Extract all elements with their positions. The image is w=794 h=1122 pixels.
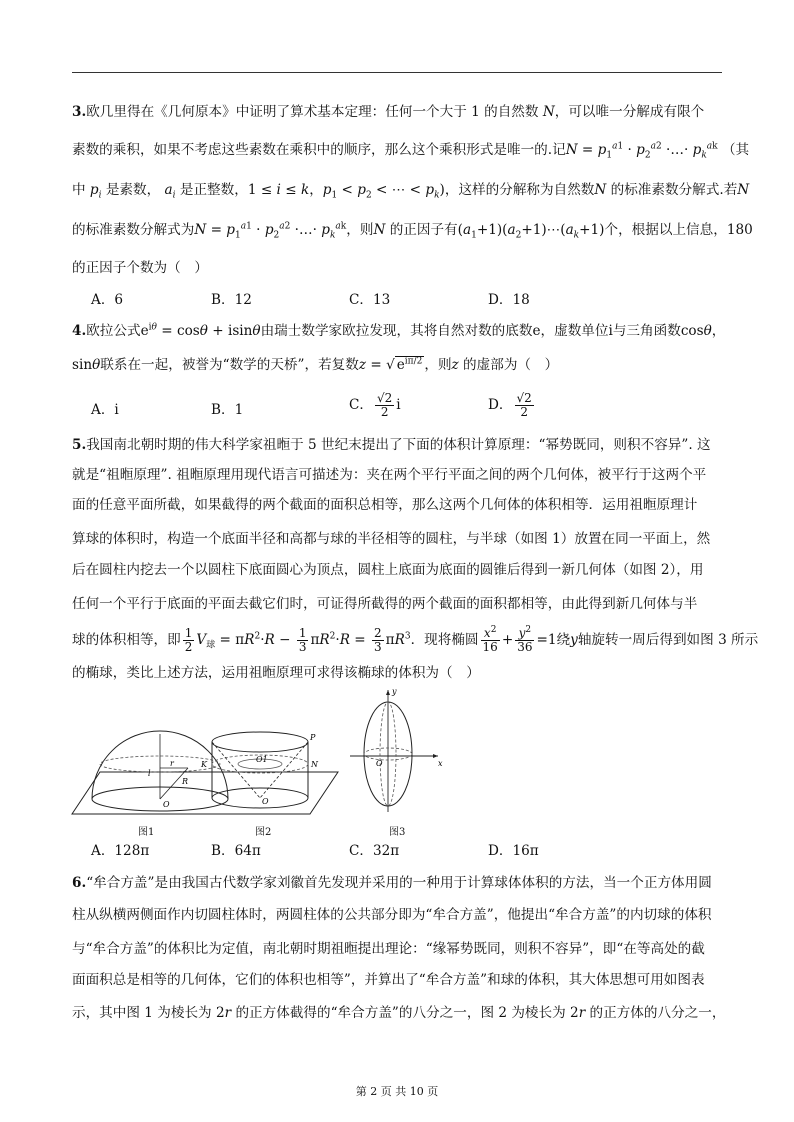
q5-option-a[interactable]: A．128π xyxy=(91,843,150,859)
q5-line-2: 就是“祖暅原理”. 祖暅原理用现代语言可描述为：夹在两个平行平面之间的两个几何体，被平行于这两个平 xyxy=(72,467,707,483)
svg-text:K: K xyxy=(201,760,207,769)
q5-line-5: 后在圆柱内挖去一个以圆柱下底面圆心为顶点，圆柱上底面为底面的圆锥后得到一新几何体（如图 2），用 xyxy=(72,562,704,578)
figure-1-caption: 图1 xyxy=(138,827,155,838)
figure-3-caption: 图3 xyxy=(389,827,406,838)
q6-line-1: 6.“牟合方盖”是由我国古代数学家刘徽首先发现并采用的一种用于计算球体体积的方法，当一个正方体用圆 xyxy=(72,875,712,891)
q4-option-d[interactable]: D． $\frac{√2}{2}$ xyxy=(488,391,532,419)
q5-line-6: 任何一个平行于底面的平面去截它们时，可证得所截得的两个截面的面积都相等，由此得到新几何体与半 xyxy=(72,596,698,612)
q3-line-1: 3.欧几里得在《几何原本》中证明了算术基本定理：任何一个大于 1 的自然数 N，可以唯一分解成有限个 xyxy=(72,104,705,120)
q5-line-8: 的椭球，类比上述方法，运用祖暅原理可求得该椭球的体积为（ ） xyxy=(72,665,480,681)
q6-line-4: 面面积总是相等的几何体，它们的体积也相等”，并算出了“牟合方盖”和球的体积，其大体思想可用如图表 xyxy=(72,972,705,988)
svg-text:l: l xyxy=(148,769,151,778)
figure-2-caption: 图2 xyxy=(255,827,272,838)
svg-text:x: x xyxy=(438,759,443,768)
q5-line-3: 面的任意平面所截，如果截得的两个截面的面积总相等，那么这两个几何体的体积相等．运用祖暅原理计 xyxy=(72,497,698,513)
q6-line-2: 柱从纵横两侧面作内切圆柱体时，两圆柱体的公共部分即为“牟合方盖”，他提出“牟合方盖”的内切球的体积 xyxy=(72,907,712,923)
q3-option-a[interactable]: A．6 xyxy=(91,292,124,308)
q4-option-a[interactable]: A．i xyxy=(91,402,119,418)
q6-line-5: 示，其中图 1 为棱长为 2r 的正方体截得的“牟合方盖”的八分之一，图 2 为棱长为 2r 的正方体的八分之一， xyxy=(72,1005,726,1021)
q3-line-2: 素数的乘积，如果不考虑这些素数在乘积中的顺序，那么这个乘积形式是唯一的.记$N = p_1^{a1} \cdot p_2^{a2}$ ·…· $p_k^{ak}$ （其 xyxy=(72,141,750,161)
svg-text:r: r xyxy=(170,759,174,768)
q3-option-c[interactable]: C．13 xyxy=(349,292,391,308)
q5-line-1: 5.我国南北朝时期的伟大科学家祖暅于 5 世纪末提出了下面的体积计算原理：“幂势既同，则积不容异”. 这 xyxy=(72,437,711,453)
q4-option-b[interactable]: B．1 xyxy=(211,402,244,418)
svg-text:O1: O1 xyxy=(256,755,268,764)
q3-line-5: 的正因子个数为（ ） xyxy=(72,260,208,276)
svg-text:N: N xyxy=(311,760,318,769)
svg-text:O: O xyxy=(376,759,383,768)
svg-text:P: P xyxy=(310,733,316,742)
q5-line-4: 算球的体积时，构造一个底面半径和高都与球的半径相等的圆柱，与半球（如图 1）放置在同一平面上，然 xyxy=(72,531,711,547)
q5-line-7: 球的体积相等，即 $\frac{1}{2}$ $V_球 = \pi R^2\cdot R$ − $\frac{1}{3}$ $\pi R^2\cdot R$ = $\frac{2}{3}$ $\pi R^3$．现将椭圆 $\frac{x^2}{16}$ + $\frac{y^2}{36}$ =1绕y轴旋转一周后得到如图 3 所示 xyxy=(72,625,759,654)
q5-option-b[interactable]: B．64π xyxy=(211,843,261,859)
q4-line-1: 4.欧拉公式$e^{i\theta} = \cos\theta + isin\theta$由瑞士数学家欧拉发现，其将自然对数的底数e，虚数单位i与三角函数cosθ， xyxy=(72,322,726,339)
q5-option-d[interactable]: D．16π xyxy=(488,843,539,859)
q3-option-b[interactable]: B．12 xyxy=(211,292,252,308)
q3-line-4: 的标准素数分解式为$N = p_1^{a1} \cdot p_2^{a2}$ ·…· $p_k^{ak}$，则N 的正因子有$(a_1+1)(a_2+1)\cdots(a_k+1)$个，根据以上信息，180 xyxy=(72,221,753,241)
svg-text:y: y xyxy=(392,687,397,696)
figure-1-2-diagram xyxy=(70,712,340,822)
figure-3-ellipsoid xyxy=(346,686,446,816)
svg-text:R: R xyxy=(182,777,189,786)
q4-option-c[interactable]: C． $\frac{√2}{2}$ i xyxy=(349,391,401,419)
q5-option-c[interactable]: C．32π xyxy=(349,843,400,859)
q3-line-3: 中 $p_i$ 是素数， $a_i$ 是正整数，1 ≤ i ≤ k，$p_1 < p_2$ < ⋯ < $p_k$)，这样的分解称为自然数N 的标准素数分解式.若N xyxy=(72,182,750,201)
svg-text:O: O xyxy=(163,800,170,809)
page-footer: 第 2 页 共 10 页 xyxy=(355,1085,439,1098)
header-rule xyxy=(72,72,722,73)
q4-line-2: sinθ联系在一起，被誉为“数学的天桥”，若复数z = √ $e^{i\pi/2}$ ，则z 的虚部为（ ） xyxy=(72,356,559,373)
q3-option-d[interactable]: D．18 xyxy=(488,292,530,308)
q6-line-3: 与“牟合方盖”的体积比为定值，南北朝时期祖暅提出理论：“缘幂势既同，则积不容异”，即“在等高处的截 xyxy=(72,941,705,957)
svg-text:O: O xyxy=(262,797,269,806)
